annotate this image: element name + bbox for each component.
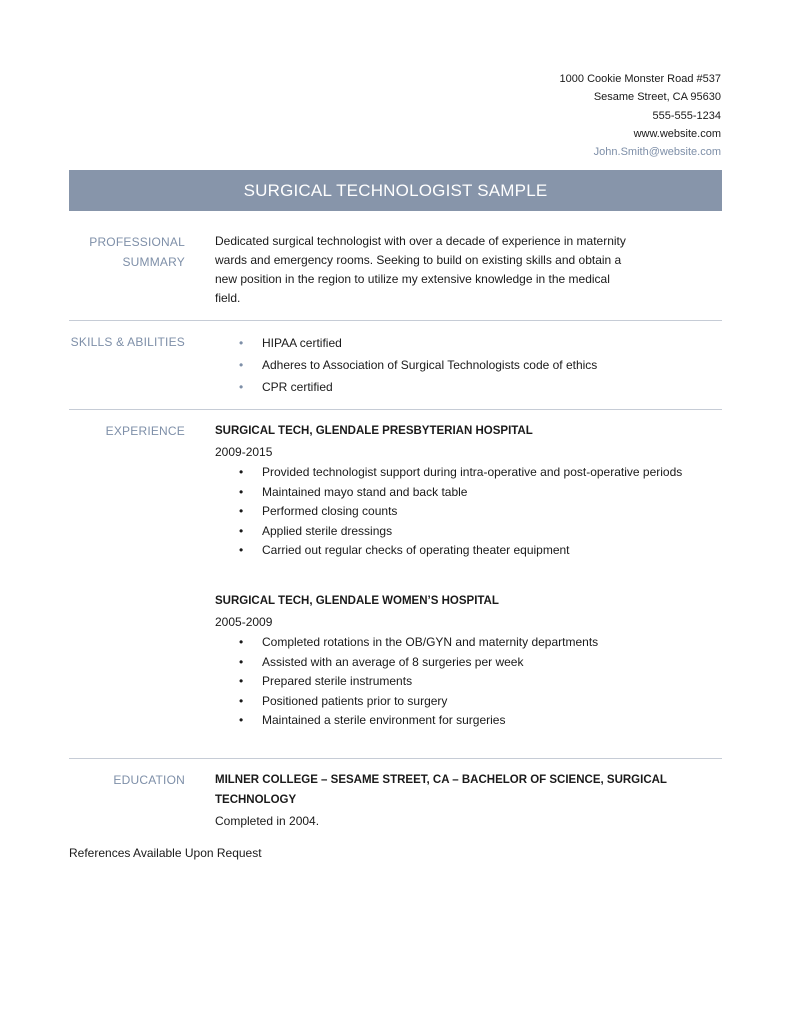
contact-email[interactable]: John.Smith@website.com <box>593 146 721 159</box>
job-entry <box>215 591 722 731</box>
duty-item: • Completed rotations in the OB/GYN and maternity departments <box>215 633 722 653</box>
skill-item: • Adheres to Association of Surgical Technologists code of ethics <box>215 354 722 376</box>
contact-city: Sesame Street, CA 95630 <box>593 91 721 104</box>
experience-label: EXPERIENCE <box>105 424 185 438</box>
summary-line: wards and emergency rooms. Seeking to build on existing skills and obtain a <box>215 253 622 267</box>
skill-item: • CPR certified <box>215 376 722 398</box>
contact-block <box>560 70 721 161</box>
references-note: References Available Upon Request <box>69 846 262 860</box>
duty-item: • Prepared sterile instruments <box>215 672 722 692</box>
contact-address: 1000 Cookie Monster Road #537 <box>559 73 721 85</box>
skills-section <box>69 332 722 402</box>
duties-list <box>215 633 722 731</box>
duties-list <box>215 463 722 561</box>
summary-text <box>215 232 722 308</box>
summary-section <box>69 232 722 312</box>
section-divider <box>69 409 722 410</box>
duty-item: • Maintained mayo stand and back table <box>215 483 722 503</box>
duty-item: • Applied sterile dressings <box>215 522 722 542</box>
job-title: SURGICAL TECH, GLENDALE PRESBYTERIAN HOSPITAL <box>215 425 533 437</box>
duty-item: • Performed closing counts <box>215 502 722 522</box>
contact-phone: 555-555-1234 <box>652 109 721 122</box>
duty-item: • Positioned patients prior to surgery <box>215 692 722 712</box>
education-title: MILNER COLLEGE – SESAME STREET, CA – BACHELOR OF SCIENCE, SURGICAL TECHNOLOGY <box>215 774 667 806</box>
summary-label <box>69 232 185 272</box>
job-dates: 2009-2015 <box>215 445 273 459</box>
experience-section <box>69 421 722 751</box>
education-detail: Completed in 2004. <box>215 814 320 828</box>
contact-website[interactable]: www.website.com <box>633 127 721 140</box>
education-section <box>69 770 722 828</box>
document-title: SURGICAL TECHNOLOGIST SAMPLE <box>243 180 548 200</box>
title-bar <box>69 170 722 211</box>
summary-label-line1: PROFESSIONAL <box>89 235 185 249</box>
summary-line: Dedicated surgical technologist with over a decade of experience in maternity <box>215 234 626 248</box>
skills-label: SKILLS & ABILITIES <box>70 335 185 349</box>
skills-list <box>215 332 722 398</box>
duty-item: • Maintained a sterile environment for surgeries <box>215 711 722 731</box>
skill-item: • HIPAA certified <box>215 332 722 354</box>
duty-item: • Provided technologist support during intra-operative and post-operative periods <box>215 463 722 483</box>
duty-item: • Assisted with an average of 8 surgeries per week <box>215 653 722 673</box>
education-label: EDUCATION <box>113 773 185 787</box>
duty-item: • Carried out regular checks of operating theater equipment <box>215 541 722 561</box>
job-title: SURGICAL TECH, GLENDALE WOMEN’S HOSPITAL <box>215 595 499 607</box>
summary-label-line2: SUMMARY <box>122 255 185 269</box>
summary-line: new position in the region to utilize my extensive knowledge in the medical <box>215 272 610 286</box>
section-divider <box>69 320 722 321</box>
job-dates: 2005-2009 <box>215 615 273 629</box>
section-divider <box>69 758 722 759</box>
job-entry <box>215 421 722 561</box>
summary-line: field. <box>215 291 241 305</box>
